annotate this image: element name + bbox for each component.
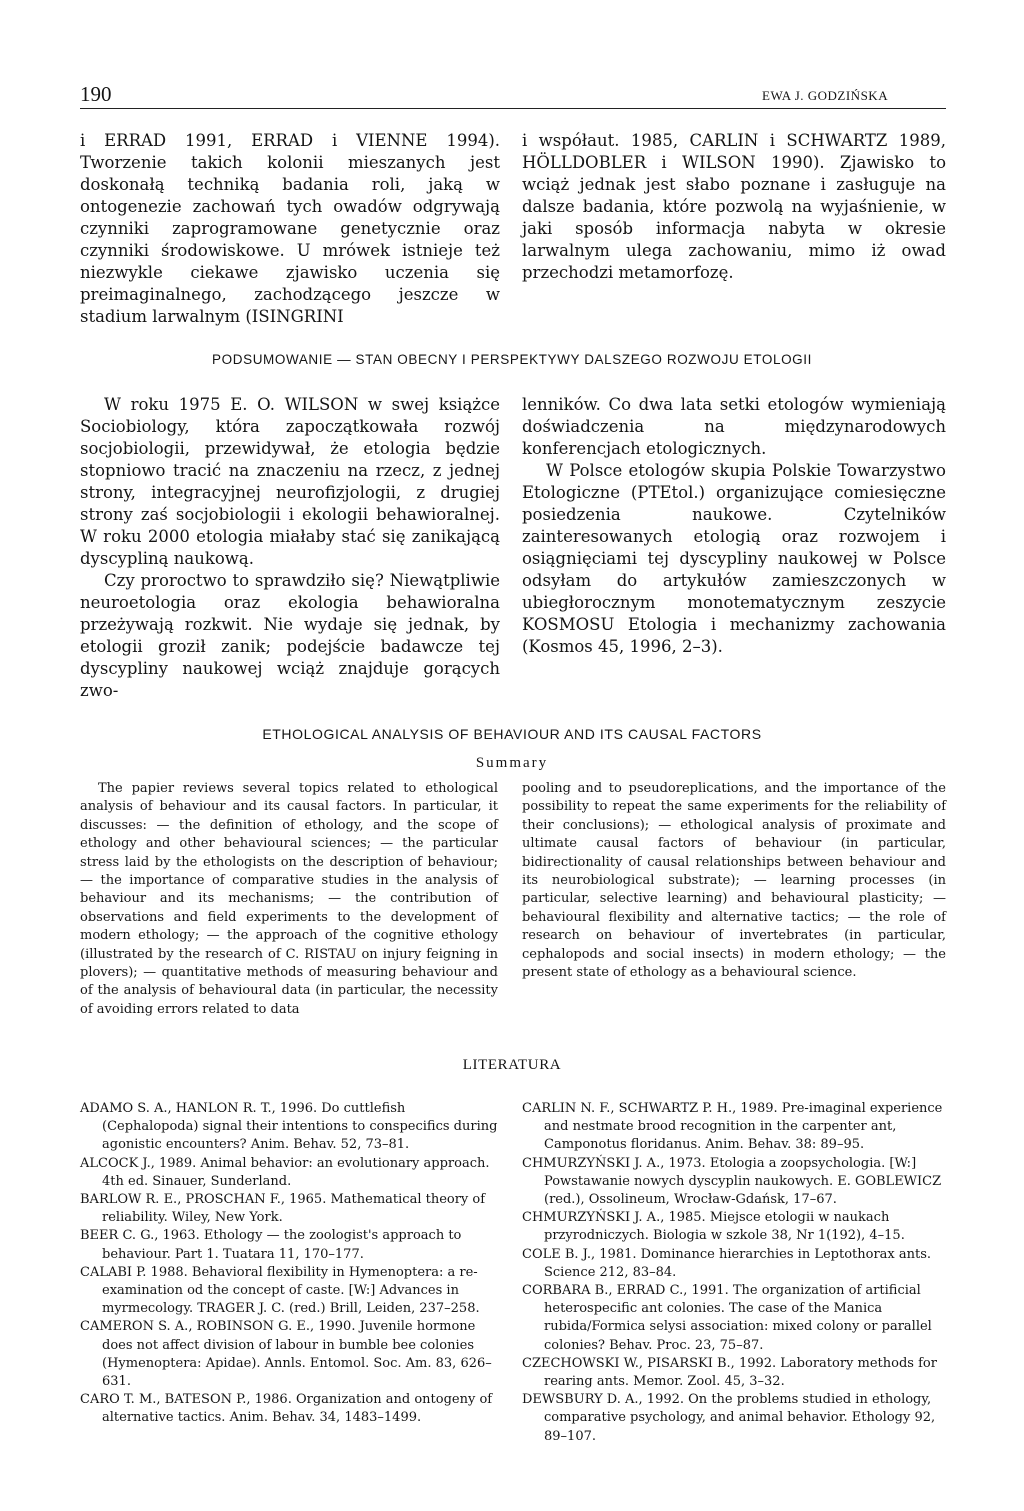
reference-item: CARO T. M., BATESON P., 1986. Organization and ontogeny of alternative tactics. Anim. Behav. 34, 1483–1499. — [80, 1392, 493, 1426]
reference-item: ALCOCK J., 1989. Animal behavior: an evolutionary approach. 4th ed. Sinauer, Sunderland. — [80, 1155, 490, 1189]
summary-left-text: The papier reviews several topics related to ethological analysis of behaviour and its causal factors. In particular, it discusses: — the definition of ethology, and the scope of ethology and other behavioural sciences; — the particular stress laid by the ethologists on the description of behaviour; — the importance of comparative studies in the analysis of behaviour and its mechanisms; — the contribution of observations and field experiments to the development of modern ethology; — the approach of the cognitive ethology (illustrated by the research of C. RISTAU on injury feigning in plovers); — quantitative methods of measuring behaviour and of the analysis of behavioural data (in particular, the necessity of avoiding errors related to data — [80, 781, 498, 1017]
upper-right-column — [522, 130, 946, 284]
podsumowanie-right-column — [522, 394, 946, 658]
summary-left-column — [80, 780, 498, 1019]
reference-item: BEER C. G., 1963. Ethology — the zoologist's approach to behaviour. Part 1. Tuatara 11, 170–177. — [80, 1228, 462, 1262]
header-rule — [80, 108, 946, 109]
summary-label: Summary — [475, 755, 549, 771]
reference-item: BARLOW R. E., PROSCHAN F., 1965. Mathematical theory of reliability. Wiley, New York. — [80, 1192, 486, 1226]
podsumowanie-left-paragraph-1: W roku 1975 E. O. WILSON w swej książce Sociobiology, która zapoczątkowała rozwój socjobiologii, przewidywał, że etologia będzie stopniowo tracić na znaczeniu na rzecz, z jednej strony, integracyjnej neurofizjologii, z drugiej strony zaś socjobiologii i ekologii behawioralnej. W roku 2000 etologia miałaby stać się zanikającą dyscypliną naukową. — [80, 395, 500, 568]
reference-item: ADAMO S. A., HANLON R. T., 1996. Do cuttlefish (Cephalopoda) signal their intentions to conspecifics during agonistic encounters? Anim. Behav. 52, 73–81. — [80, 1101, 498, 1153]
summary-title: ETHOLOGICAL ANALYSIS OF BEHAVIOUR AND ITS CAUSAL FACTORS — [262, 726, 762, 742]
summary-right-text: pooling and to pseudoreplications, and the importance of the possibility to repeat the same experiments for the reliability of their conclusions); — ethological analysis of proximate and ultimate causal factors of behaviour (in particular, bidirectionality of causal relationships between behaviour and its neurobiological substrate); — learning processes (in particular, selective learning) and behavioural plasticity; — behavioural flexibility and alternative tactics; — the role of research on behaviour of invertebrates (in particular, cephalopods and social insects) in modern ethology; — the present state of ethology as a behavioural science. — [522, 781, 946, 981]
references-right-column — [522, 1100, 946, 1446]
reference-item: CALABI P. 1988. Behavioral flexibility in Hymenoptera: a re-examination od the concept of caste. [W:] Advances in myrmecology. TRAGER J. C. (red.) Brill, Leiden, 237–258. — [80, 1264, 480, 1317]
reference-item: COLE B. J., 1981. Dominance hierarchies in Leptothorax ants. Science 212, 83–84. — [522, 1246, 932, 1280]
podsumowanie-right-paragraph-2: W Polsce etologów skupia Polskie Towarzystwo Etologiczne (PTEtol.) organizujące comiesięczne posiedzenia naukowe. Czytelników zainteresowanych etologią oraz rozwojem i osiągnięciami tej dyscypliny naukowej w Polsce odsyłam do artykułów zamieszczonych w ubiegłorocznym monotematycznym zeszycie KOSMOSU Etologia i mechanizmy zachowania (Kosmos 45, 1996, 2–3). — [522, 461, 946, 656]
reference-item: CORBARA B., ERRAD C., 1991. The organization of artificial heterospecific ant colonies. The case of the Manica rubida/Formica selysi association: mixed colony or parallel colonies? Behav. Proc. 23, 75–87. — [522, 1283, 932, 1353]
podsumowanie-left-paragraph-2: Czy proroctwo to sprawdziło się? Niewątpliwie neuroetologia oraz ekologia behawioralna przeżywają rozkwit. Nie wydaje się jednak, by etologii groził zanik; podejście badawcze tej dyscypliny naukowej wciąż znajduje gorących zwo- — [80, 571, 500, 700]
reference-item: CHMURZYŃSKI J. A., 1985. Miejsce etologii w naukach przyrodniczych. Biologia w szkole 38, Nr 1(192), 4–15. — [522, 1210, 905, 1244]
upper-left-text: i ERRAD 1991, ERRAD i VIENNE 1994). Tworzenie takich kolonii mieszanych jest doskonałą techniką badania roli, jaką w ontogenezie zachowań tych owadów odgrywają czynniki zaprogramowane genetycznie oraz czynniki środowiskowe. U mrówek istnieje też niezwykle ciekawe zjawisko uczenia się preimaginalnego, zachodzącego jeszcze w stadium larwalnym (ISINGRINI — [80, 131, 500, 326]
podsumowanie-left-column — [80, 394, 500, 702]
upper-left-column — [80, 130, 500, 328]
reference-item: CARLIN N. F., SCHWARTZ P. H., 1989. Pre-imaginal experience and nestmate brood recognition in the carpenter ant, Camponotus floridanus. Anim. Behav. 38: 89–95. — [522, 1101, 943, 1153]
page-number: 190 — [80, 82, 112, 106]
upper-right-text: i współaut. 1985, CARLIN i SCHWARTZ 1989, HÖLLDOBLER i WILSON 1990). Zjawisko to wciąż jednak jest słabo poznane i zasługuje na dalsze badania, które pozwolą na wyjaśnienie, w jaki sposób informacja nabyta w okresie larwalnym ulega zachowaniu, mimo iż owad przechodzi metamorfozę. — [522, 131, 946, 282]
reference-item: CAMERON S. A., ROBINSON G. E., 1990. Juvenile hormone does not affect division of labour in bumble bee colonies (Hymenoptera: Apidae). Annls. Entomol. Soc. Am. 83, 626–631. — [80, 1319, 492, 1390]
podsumowanie-right-paragraph-1: lenników. Co dwa lata setki etologów wymieniają doświadczenia na międzynarodowych konferencjach etologicznych. — [522, 395, 946, 458]
running-header-author: EWA J. GODZIŃSKA — [762, 88, 889, 103]
summary-right-column — [522, 780, 946, 982]
reference-item: CHMURZYŃSKI J. A., 1973. Etologia a zoopsychologia. [W:] Powstawanie nowych dyscyplin naukowych. E. GOBLEWICZ (red.), Ossolineum, Wrocław-Gdańsk, 17–67. — [522, 1155, 942, 1208]
references-left-column — [80, 1100, 500, 1428]
section-heading-podsumowanie: PODSUMOWANIE — STAN OBECNY I PERSPEKTYWY DALSZEGO ROZWOJU ETOLOGII — [212, 352, 812, 367]
reference-item: DEWSBURY D. A., 1992. On the problems studied in ethology, comparative psychology, and animal behavior. Ethology 92, 89–107. — [522, 1392, 936, 1444]
literature-heading: LITERATURA — [462, 1057, 562, 1073]
reference-item: CZECHOWSKI W., PISARSKI B., 1992. Laboratory methods for rearing ants. Memor. Zool. 45, 3–32. — [522, 1355, 937, 1390]
